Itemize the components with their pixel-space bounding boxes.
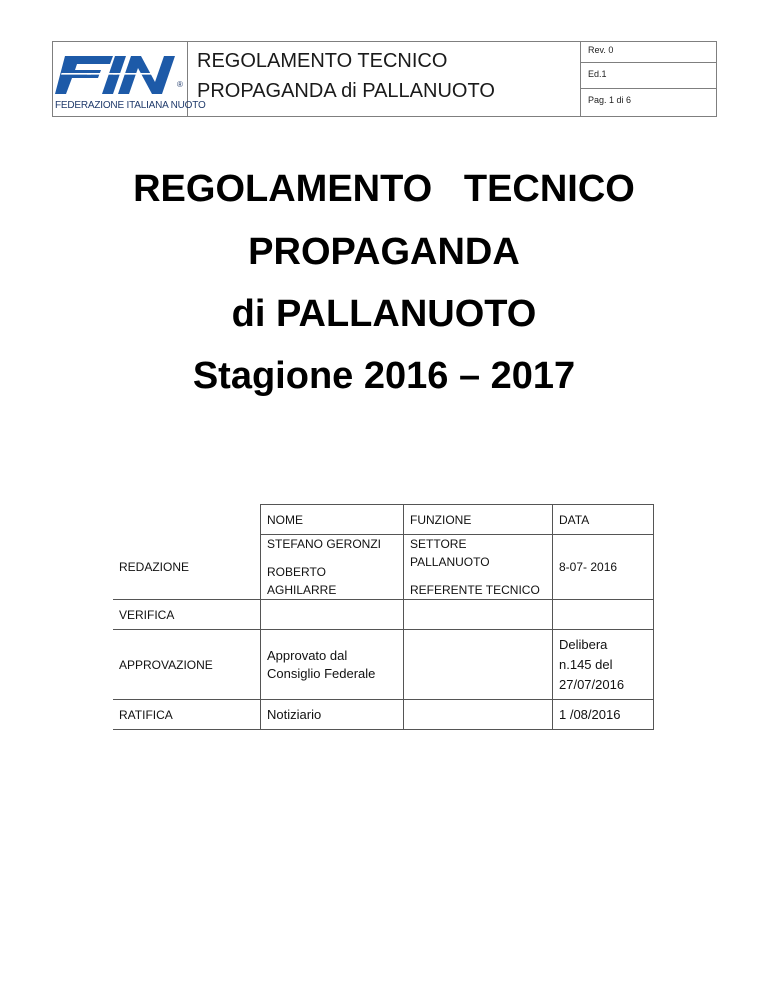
- redazione-data: 8-07- 2016: [553, 535, 654, 600]
- header-data: DATA: [553, 505, 654, 535]
- verifica-nome: [261, 600, 404, 630]
- edition-label: Ed.1: [588, 69, 607, 79]
- header-funzione: FUNZIONE: [404, 505, 553, 535]
- header-title-line-1: REGOLAMENTO TECNICO: [197, 50, 448, 72]
- registered-mark: ®: [177, 80, 183, 89]
- ratifica-data: 1 /08/2016: [553, 700, 654, 730]
- approvazione-data-line-3: 27/07/2016: [559, 676, 625, 692]
- approvazione-data-line-1: Delibera: [559, 636, 608, 652]
- approvazione-data-line-2: n.145 del: [559, 656, 613, 672]
- approvazione-data: [553, 630, 654, 700]
- verifica-funzione: [404, 600, 553, 630]
- ratifica-nome: Notiziario: [261, 700, 404, 730]
- approvazione-nome: [261, 630, 404, 700]
- table-row-approvazione: [113, 630, 654, 700]
- header-title-line-2: PROPAGANDA di PALLANUOTO: [197, 80, 495, 102]
- approvazione-funzione: [404, 630, 553, 700]
- header-nome: NOME: [261, 505, 404, 535]
- page-number: Pag. 1 di 6: [588, 95, 632, 105]
- redazione-funzione-2: REFERENTE TECNICO: [410, 583, 540, 597]
- header-title-cell: [187, 42, 581, 116]
- document-header: [52, 41, 717, 117]
- redazione-nome-2: ROBERTO AGHILARRE: [267, 565, 337, 597]
- table-row-verifica: [113, 600, 654, 630]
- main-title-line-3: di PALLANUOTO: [231, 293, 537, 335]
- redazione-label: REDAZIONE: [119, 559, 190, 574]
- edition-divider: [581, 88, 716, 89]
- fin-logo-icon: [55, 50, 181, 98]
- approvazione-label: APPROVAZIONE: [113, 630, 261, 700]
- approvazione-nome-line-2: Consiglio Federale: [267, 665, 376, 681]
- logo-subtitle: FEDERAZIONE ITALIANA NUOTO: [55, 100, 206, 111]
- revision-divider: [581, 62, 716, 63]
- verifica-data: [553, 600, 654, 630]
- ratifica-funzione: [404, 700, 553, 730]
- empty-cell: [113, 505, 261, 535]
- redazione-funzione-1: SETTORE PALLANUOTO: [410, 537, 490, 569]
- table-header-row: [113, 505, 654, 535]
- revision-label: Rev. 0: [588, 45, 614, 55]
- redazione-nome-1: STEFANO GERONZI: [267, 537, 382, 551]
- main-title-line-4: Stagione 2016 – 2017: [192, 355, 576, 397]
- logo-cell: [53, 42, 206, 116]
- table-row-ratifica: [113, 700, 654, 730]
- table-row-redazione: [113, 535, 654, 600]
- revision-cell: [581, 42, 716, 116]
- main-title-line-2: PROPAGANDA: [248, 231, 520, 273]
- redazione-funzioni: [404, 535, 553, 600]
- approvazione-nome-line-1: Approvato dal: [267, 647, 348, 663]
- ratifica-label: RATIFICA: [113, 700, 261, 730]
- verifica-label: VERIFICA: [113, 600, 261, 630]
- redazione-nomi: [261, 535, 404, 600]
- main-title-line-1: REGOLAMENTO TECNICO: [133, 168, 635, 210]
- approval-table: [113, 504, 654, 730]
